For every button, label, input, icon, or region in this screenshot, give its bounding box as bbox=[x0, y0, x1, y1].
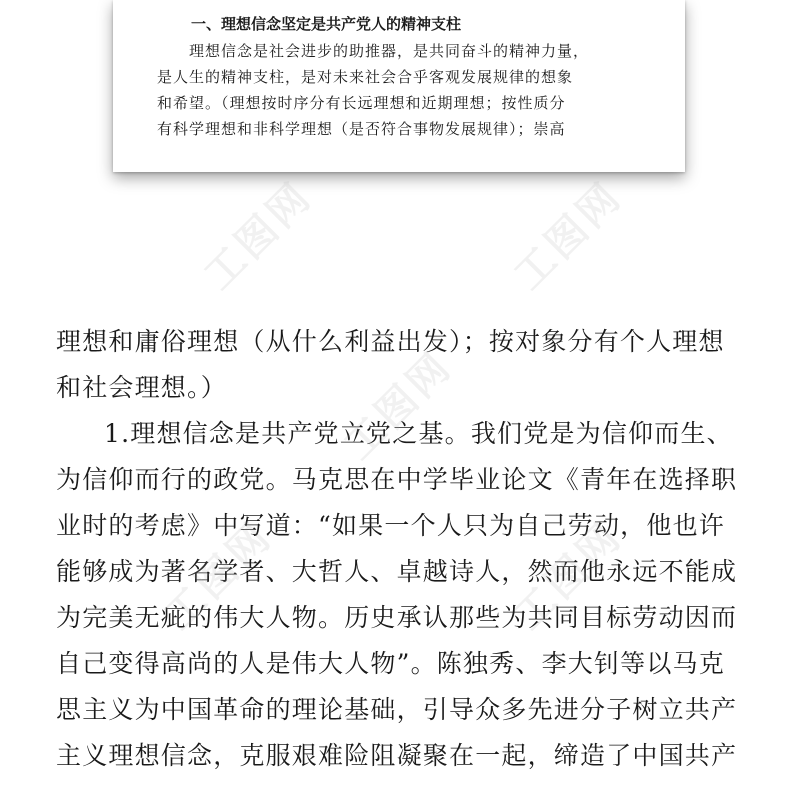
body-line-9: 思主义为中国革命的理论基础，引导众多先进分子树立共产 bbox=[56, 695, 738, 724]
section-heading: 一、理想信念坚定是共产党人的精神支柱 bbox=[191, 15, 462, 33]
watermark-3: 工图网 bbox=[335, 343, 462, 469]
body-line-10: 主义理想信念，克服艰难险阻凝聚在一起，缔造了中国共产 bbox=[56, 741, 738, 770]
watermark-2: 工图网 bbox=[505, 173, 632, 299]
watermark-5: 工图网 bbox=[505, 513, 632, 639]
body-line-2: 和社会理想。） bbox=[56, 373, 227, 402]
body-line-4: 为信仰而行的政党。马克思在中学毕业论文《青年在选择职 bbox=[56, 465, 738, 494]
watermark-1: 工图网 bbox=[195, 173, 322, 299]
card-line-4: 有科学理想和非科学理想（是否符合事物发展规律）；崇高 bbox=[157, 120, 566, 138]
body-text bbox=[56, 319, 756, 779]
body-line-7: 为完美无疵的伟大人物。历史承认那些为共同目标劳动因而 bbox=[56, 603, 738, 632]
body-line-8: 自己变得高尚的人是伟大人物”。陈独秀、李大钊等以马克 bbox=[56, 649, 725, 678]
quote-card bbox=[113, 0, 685, 172]
watermark-4: 工图网 bbox=[155, 513, 282, 639]
body-line-6: 能够成为著名学者、大哲人、卓越诗人，然而他永远不能成 bbox=[56, 557, 738, 586]
body-line-1: 理想和庸俗理想（从什么利益出发）；按对象分有个人理想 bbox=[56, 327, 725, 356]
body-line-5: 业时的考虑》中写道：“如果一个人只为自己劳动，他也许 bbox=[56, 511, 725, 540]
card-line-3: 和希望。（理想按时序分有长远理想和近期理想；按性质分 bbox=[157, 94, 566, 112]
card-line-2: 是人生的精神支柱，是对未来社会合乎客观发展规律的想象 bbox=[157, 68, 574, 86]
body-line-3: 1.理想信念是共产党立党之基。我们党是为信仰而生、 bbox=[104, 419, 733, 448]
card-line-1: 理想信念是社会进步的助推器，是共同奋斗的精神力量， bbox=[189, 42, 590, 60]
